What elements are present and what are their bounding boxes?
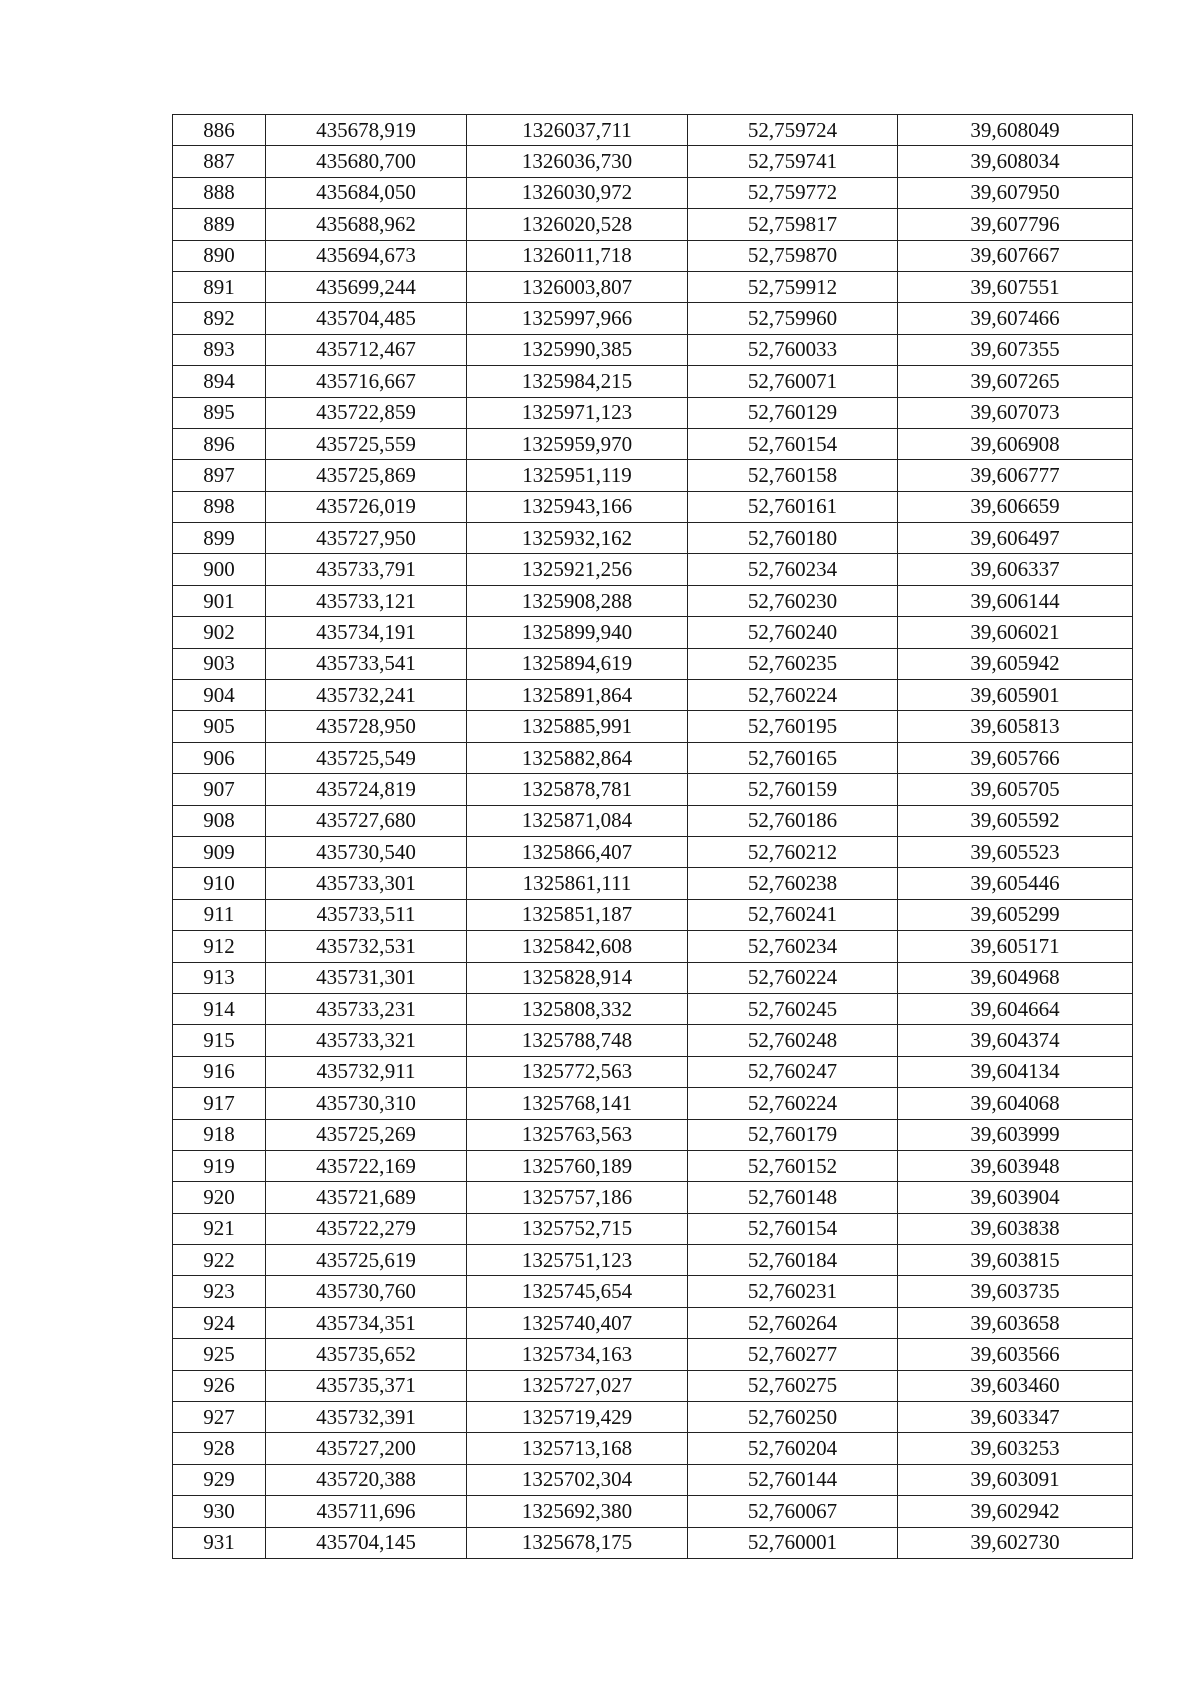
longitude-cell: 39,606777 (898, 460, 1133, 491)
table-row (173, 209, 1133, 240)
x-coordinate-cell: 435732,531 (266, 931, 467, 962)
table-row (173, 523, 1133, 554)
y-coordinate-cell: 1325861,111 (467, 868, 688, 899)
point-number-cell: 909 (173, 836, 266, 867)
x-coordinate-cell: 435735,371 (266, 1370, 467, 1401)
x-coordinate-cell: 435733,121 (266, 585, 467, 616)
x-coordinate-cell: 435722,279 (266, 1213, 467, 1244)
y-coordinate-cell: 1325828,914 (467, 962, 688, 993)
y-coordinate-cell: 1326020,528 (467, 209, 688, 240)
table-row (173, 1464, 1133, 1495)
point-number-cell: 899 (173, 523, 266, 554)
point-number-cell: 891 (173, 271, 266, 302)
table-row (173, 303, 1133, 334)
table-row (173, 1245, 1133, 1276)
x-coordinate-cell: 435733,231 (266, 993, 467, 1024)
x-coordinate-cell: 435730,310 (266, 1088, 467, 1119)
latitude-cell: 52,760238 (688, 868, 898, 899)
longitude-cell: 39,606659 (898, 491, 1133, 522)
latitude-cell: 52,760204 (688, 1433, 898, 1464)
table-row (173, 774, 1133, 805)
point-number-cell: 902 (173, 617, 266, 648)
longitude-cell: 39,606497 (898, 523, 1133, 554)
longitude-cell: 39,604134 (898, 1056, 1133, 1087)
latitude-cell: 52,760230 (688, 585, 898, 616)
latitude-cell: 52,760001 (688, 1527, 898, 1558)
y-coordinate-cell: 1325763,563 (467, 1119, 688, 1150)
y-coordinate-cell: 1325885,991 (467, 711, 688, 742)
point-number-cell: 893 (173, 334, 266, 365)
y-coordinate-cell: 1325727,027 (467, 1370, 688, 1401)
point-number-cell: 930 (173, 1496, 266, 1527)
table-row (173, 366, 1133, 397)
longitude-cell: 39,607265 (898, 366, 1133, 397)
x-coordinate-cell: 435733,511 (266, 899, 467, 930)
latitude-cell: 52,760264 (688, 1307, 898, 1338)
longitude-cell: 39,607667 (898, 240, 1133, 271)
point-number-cell: 925 (173, 1339, 266, 1370)
x-coordinate-cell: 435720,388 (266, 1464, 467, 1495)
longitude-cell: 39,606021 (898, 617, 1133, 648)
point-number-cell: 903 (173, 648, 266, 679)
x-coordinate-cell: 435733,541 (266, 648, 467, 679)
y-coordinate-cell: 1325891,864 (467, 680, 688, 711)
point-number-cell: 915 (173, 1025, 266, 1056)
x-coordinate-cell: 435734,351 (266, 1307, 467, 1338)
latitude-cell: 52,760245 (688, 993, 898, 1024)
point-number-cell: 889 (173, 209, 266, 240)
longitude-cell: 39,607796 (898, 209, 1133, 240)
x-coordinate-cell: 435727,680 (266, 805, 467, 836)
table-row (173, 491, 1133, 522)
point-number-cell: 923 (173, 1276, 266, 1307)
longitude-cell: 39,603999 (898, 1119, 1133, 1150)
x-coordinate-cell: 435730,760 (266, 1276, 467, 1307)
latitude-cell: 52,760129 (688, 397, 898, 428)
x-coordinate-cell: 435731,301 (266, 962, 467, 993)
latitude-cell: 52,760277 (688, 1339, 898, 1370)
longitude-cell: 39,603904 (898, 1182, 1133, 1213)
longitude-cell: 39,602942 (898, 1496, 1133, 1527)
y-coordinate-cell: 1325984,215 (467, 366, 688, 397)
y-coordinate-cell: 1326011,718 (467, 240, 688, 271)
table-row (173, 1402, 1133, 1433)
latitude-cell: 52,760224 (688, 962, 898, 993)
x-coordinate-cell: 435724,819 (266, 774, 467, 805)
latitude-cell: 52,759724 (688, 115, 898, 146)
latitude-cell: 52,760159 (688, 774, 898, 805)
point-number-cell: 931 (173, 1527, 266, 1558)
x-coordinate-cell: 435711,696 (266, 1496, 467, 1527)
table-row (173, 397, 1133, 428)
longitude-cell: 39,605901 (898, 680, 1133, 711)
latitude-cell: 52,760033 (688, 334, 898, 365)
table-row (173, 711, 1133, 742)
longitude-cell: 39,605705 (898, 774, 1133, 805)
table-row (173, 931, 1133, 962)
longitude-cell: 39,605592 (898, 805, 1133, 836)
point-number-cell: 896 (173, 428, 266, 459)
x-coordinate-cell: 435725,269 (266, 1119, 467, 1150)
table-row (173, 428, 1133, 459)
table-row (173, 1339, 1133, 1370)
x-coordinate-cell: 435732,241 (266, 680, 467, 711)
latitude-cell: 52,760071 (688, 366, 898, 397)
table-row (173, 648, 1133, 679)
y-coordinate-cell: 1325851,187 (467, 899, 688, 930)
longitude-cell: 39,605766 (898, 742, 1133, 773)
point-number-cell: 912 (173, 931, 266, 962)
table-row (173, 1433, 1133, 1464)
x-coordinate-cell: 435727,200 (266, 1433, 467, 1464)
point-number-cell: 895 (173, 397, 266, 428)
table-row (173, 146, 1133, 177)
x-coordinate-cell: 435680,700 (266, 146, 467, 177)
x-coordinate-cell: 435735,652 (266, 1339, 467, 1370)
table-row (173, 836, 1133, 867)
table-row (173, 1527, 1133, 1558)
longitude-cell: 39,603815 (898, 1245, 1133, 1276)
y-coordinate-cell: 1325842,608 (467, 931, 688, 962)
latitude-cell: 52,760240 (688, 617, 898, 648)
point-number-cell: 904 (173, 680, 266, 711)
y-coordinate-cell: 1325894,619 (467, 648, 688, 679)
table-row (173, 1213, 1133, 1244)
latitude-cell: 52,760152 (688, 1150, 898, 1181)
table-row (173, 742, 1133, 773)
point-number-cell: 907 (173, 774, 266, 805)
x-coordinate-cell: 435704,485 (266, 303, 467, 334)
latitude-cell: 52,760212 (688, 836, 898, 867)
table-row (173, 1182, 1133, 1213)
table-row (173, 1150, 1133, 1181)
longitude-cell: 39,605299 (898, 899, 1133, 930)
longitude-cell: 39,607551 (898, 271, 1133, 302)
table-row (173, 1496, 1133, 1527)
table-row (173, 993, 1133, 1024)
point-number-cell: 888 (173, 177, 266, 208)
y-coordinate-cell: 1325908,288 (467, 585, 688, 616)
table-row (173, 115, 1133, 146)
y-coordinate-cell: 1325752,715 (467, 1213, 688, 1244)
longitude-cell: 39,603091 (898, 1464, 1133, 1495)
x-coordinate-cell: 435727,950 (266, 523, 467, 554)
y-coordinate-cell: 1325745,654 (467, 1276, 688, 1307)
table-row (173, 1119, 1133, 1150)
latitude-cell: 52,760250 (688, 1402, 898, 1433)
longitude-cell: 39,603948 (898, 1150, 1133, 1181)
table-row (173, 805, 1133, 836)
longitude-cell: 39,603838 (898, 1213, 1133, 1244)
latitude-cell: 52,760186 (688, 805, 898, 836)
longitude-cell: 39,604664 (898, 993, 1133, 1024)
longitude-cell: 39,605523 (898, 836, 1133, 867)
y-coordinate-cell: 1325866,407 (467, 836, 688, 867)
point-number-cell: 921 (173, 1213, 266, 1244)
x-coordinate-cell: 435684,050 (266, 177, 467, 208)
table-row (173, 680, 1133, 711)
longitude-cell: 39,604968 (898, 962, 1133, 993)
longitude-cell: 39,603460 (898, 1370, 1133, 1401)
latitude-cell: 52,760248 (688, 1025, 898, 1056)
point-number-cell: 906 (173, 742, 266, 773)
y-coordinate-cell: 1325760,189 (467, 1150, 688, 1181)
point-number-cell: 917 (173, 1088, 266, 1119)
longitude-cell: 39,605942 (898, 648, 1133, 679)
x-coordinate-cell: 435730,540 (266, 836, 467, 867)
latitude-cell: 52,760234 (688, 554, 898, 585)
longitude-cell: 39,604374 (898, 1025, 1133, 1056)
longitude-cell: 39,607073 (898, 397, 1133, 428)
x-coordinate-cell: 435732,391 (266, 1402, 467, 1433)
latitude-cell: 52,760161 (688, 491, 898, 522)
x-coordinate-cell: 435722,859 (266, 397, 467, 428)
y-coordinate-cell: 1325932,162 (467, 523, 688, 554)
point-number-cell: 897 (173, 460, 266, 491)
point-number-cell: 908 (173, 805, 266, 836)
x-coordinate-cell: 435732,911 (266, 1056, 467, 1087)
point-number-cell: 916 (173, 1056, 266, 1087)
latitude-cell: 52,760224 (688, 1088, 898, 1119)
x-coordinate-cell: 435725,559 (266, 428, 467, 459)
point-number-cell: 886 (173, 115, 266, 146)
y-coordinate-cell: 1325921,256 (467, 554, 688, 585)
longitude-cell: 39,605813 (898, 711, 1133, 742)
point-number-cell: 901 (173, 585, 266, 616)
y-coordinate-cell: 1325882,864 (467, 742, 688, 773)
latitude-cell: 52,759741 (688, 146, 898, 177)
longitude-cell: 39,603566 (898, 1339, 1133, 1370)
longitude-cell: 39,608034 (898, 146, 1133, 177)
latitude-cell: 52,760154 (688, 1213, 898, 1244)
point-number-cell: 914 (173, 993, 266, 1024)
y-coordinate-cell: 1325951,119 (467, 460, 688, 491)
latitude-cell: 52,760180 (688, 523, 898, 554)
y-coordinate-cell: 1325990,385 (467, 334, 688, 365)
x-coordinate-cell: 435733,321 (266, 1025, 467, 1056)
y-coordinate-cell: 1325808,332 (467, 993, 688, 1024)
longitude-cell: 39,606337 (898, 554, 1133, 585)
x-coordinate-cell: 435726,019 (266, 491, 467, 522)
longitude-cell: 39,603658 (898, 1307, 1133, 1338)
table-row (173, 899, 1133, 930)
point-number-cell: 900 (173, 554, 266, 585)
point-number-cell: 898 (173, 491, 266, 522)
y-coordinate-cell: 1325959,970 (467, 428, 688, 459)
table-row (173, 177, 1133, 208)
latitude-cell: 52,760067 (688, 1496, 898, 1527)
longitude-cell: 39,602730 (898, 1527, 1133, 1558)
longitude-cell: 39,607466 (898, 303, 1133, 334)
latitude-cell: 52,759817 (688, 209, 898, 240)
point-number-cell: 928 (173, 1433, 266, 1464)
table-row (173, 962, 1133, 993)
x-coordinate-cell: 435694,673 (266, 240, 467, 271)
x-coordinate-cell: 435704,145 (266, 1527, 467, 1558)
table-row (173, 1056, 1133, 1087)
x-coordinate-cell: 435678,919 (266, 115, 467, 146)
y-coordinate-cell: 1325899,940 (467, 617, 688, 648)
latitude-cell: 52,760235 (688, 648, 898, 679)
x-coordinate-cell: 435699,244 (266, 271, 467, 302)
point-number-cell: 924 (173, 1307, 266, 1338)
x-coordinate-cell: 435733,791 (266, 554, 467, 585)
table-row (173, 1370, 1133, 1401)
table-row (173, 334, 1133, 365)
x-coordinate-cell: 435725,869 (266, 460, 467, 491)
coordinates-table (172, 114, 1133, 1559)
y-coordinate-cell: 1325692,380 (467, 1496, 688, 1527)
longitude-cell: 39,606908 (898, 428, 1133, 459)
point-number-cell: 929 (173, 1464, 266, 1495)
longitude-cell: 39,606144 (898, 585, 1133, 616)
x-coordinate-cell: 435688,962 (266, 209, 467, 240)
table-row (173, 1088, 1133, 1119)
y-coordinate-cell: 1325943,166 (467, 491, 688, 522)
latitude-cell: 52,760158 (688, 460, 898, 491)
latitude-cell: 52,760184 (688, 1245, 898, 1276)
y-coordinate-cell: 1325971,123 (467, 397, 688, 428)
y-coordinate-cell: 1325734,163 (467, 1339, 688, 1370)
x-coordinate-cell: 435721,689 (266, 1182, 467, 1213)
point-number-cell: 910 (173, 868, 266, 899)
y-coordinate-cell: 1325713,168 (467, 1433, 688, 1464)
x-coordinate-cell: 435733,301 (266, 868, 467, 899)
point-number-cell: 926 (173, 1370, 266, 1401)
y-coordinate-cell: 1326003,807 (467, 271, 688, 302)
latitude-cell: 52,760224 (688, 680, 898, 711)
x-coordinate-cell: 435725,619 (266, 1245, 467, 1276)
latitude-cell: 52,760154 (688, 428, 898, 459)
latitude-cell: 52,759772 (688, 177, 898, 208)
table-row (173, 617, 1133, 648)
y-coordinate-cell: 1326037,711 (467, 115, 688, 146)
y-coordinate-cell: 1325997,966 (467, 303, 688, 334)
y-coordinate-cell: 1325702,304 (467, 1464, 688, 1495)
table-row (173, 1276, 1133, 1307)
longitude-cell: 39,607950 (898, 177, 1133, 208)
latitude-cell: 52,760234 (688, 931, 898, 962)
longitude-cell: 39,604068 (898, 1088, 1133, 1119)
x-coordinate-cell: 435725,549 (266, 742, 467, 773)
x-coordinate-cell: 435716,667 (266, 366, 467, 397)
point-number-cell: 887 (173, 146, 266, 177)
y-coordinate-cell: 1325768,141 (467, 1088, 688, 1119)
latitude-cell: 52,760144 (688, 1464, 898, 1495)
point-number-cell: 922 (173, 1245, 266, 1276)
table-row (173, 271, 1133, 302)
point-number-cell: 905 (173, 711, 266, 742)
coordinates-table-body (173, 115, 1133, 1559)
latitude-cell: 52,759912 (688, 271, 898, 302)
y-coordinate-cell: 1325740,407 (467, 1307, 688, 1338)
point-number-cell: 919 (173, 1150, 266, 1181)
y-coordinate-cell: 1325678,175 (467, 1527, 688, 1558)
longitude-cell: 39,605446 (898, 868, 1133, 899)
longitude-cell: 39,605171 (898, 931, 1133, 962)
point-number-cell: 918 (173, 1119, 266, 1150)
y-coordinate-cell: 1325878,781 (467, 774, 688, 805)
latitude-cell: 52,759960 (688, 303, 898, 334)
y-coordinate-cell: 1325751,123 (467, 1245, 688, 1276)
latitude-cell: 52,760195 (688, 711, 898, 742)
latitude-cell: 52,760148 (688, 1182, 898, 1213)
y-coordinate-cell: 1325719,429 (467, 1402, 688, 1433)
latitude-cell: 52,760179 (688, 1119, 898, 1150)
point-number-cell: 920 (173, 1182, 266, 1213)
longitude-cell: 39,603735 (898, 1276, 1133, 1307)
table-row (173, 554, 1133, 585)
latitude-cell: 52,760241 (688, 899, 898, 930)
x-coordinate-cell: 435722,169 (266, 1150, 467, 1181)
latitude-cell: 52,760275 (688, 1370, 898, 1401)
table-row (173, 1307, 1133, 1338)
y-coordinate-cell: 1325788,748 (467, 1025, 688, 1056)
point-number-cell: 911 (173, 899, 266, 930)
longitude-cell: 39,603347 (898, 1402, 1133, 1433)
table-row (173, 240, 1133, 271)
x-coordinate-cell: 435734,191 (266, 617, 467, 648)
point-number-cell: 894 (173, 366, 266, 397)
y-coordinate-cell: 1325871,084 (467, 805, 688, 836)
point-number-cell: 890 (173, 240, 266, 271)
y-coordinate-cell: 1326030,972 (467, 177, 688, 208)
latitude-cell: 52,760247 (688, 1056, 898, 1087)
y-coordinate-cell: 1325772,563 (467, 1056, 688, 1087)
latitude-cell: 52,759870 (688, 240, 898, 271)
table-row (173, 585, 1133, 616)
table-row (173, 868, 1133, 899)
latitude-cell: 52,760165 (688, 742, 898, 773)
y-coordinate-cell: 1325757,186 (467, 1182, 688, 1213)
x-coordinate-cell: 435712,467 (266, 334, 467, 365)
longitude-cell: 39,603253 (898, 1433, 1133, 1464)
table-row (173, 1025, 1133, 1056)
point-number-cell: 927 (173, 1402, 266, 1433)
x-coordinate-cell: 435728,950 (266, 711, 467, 742)
y-coordinate-cell: 1326036,730 (467, 146, 688, 177)
table-row (173, 460, 1133, 491)
longitude-cell: 39,608049 (898, 115, 1133, 146)
latitude-cell: 52,760231 (688, 1276, 898, 1307)
longitude-cell: 39,607355 (898, 334, 1133, 365)
point-number-cell: 892 (173, 303, 266, 334)
point-number-cell: 913 (173, 962, 266, 993)
